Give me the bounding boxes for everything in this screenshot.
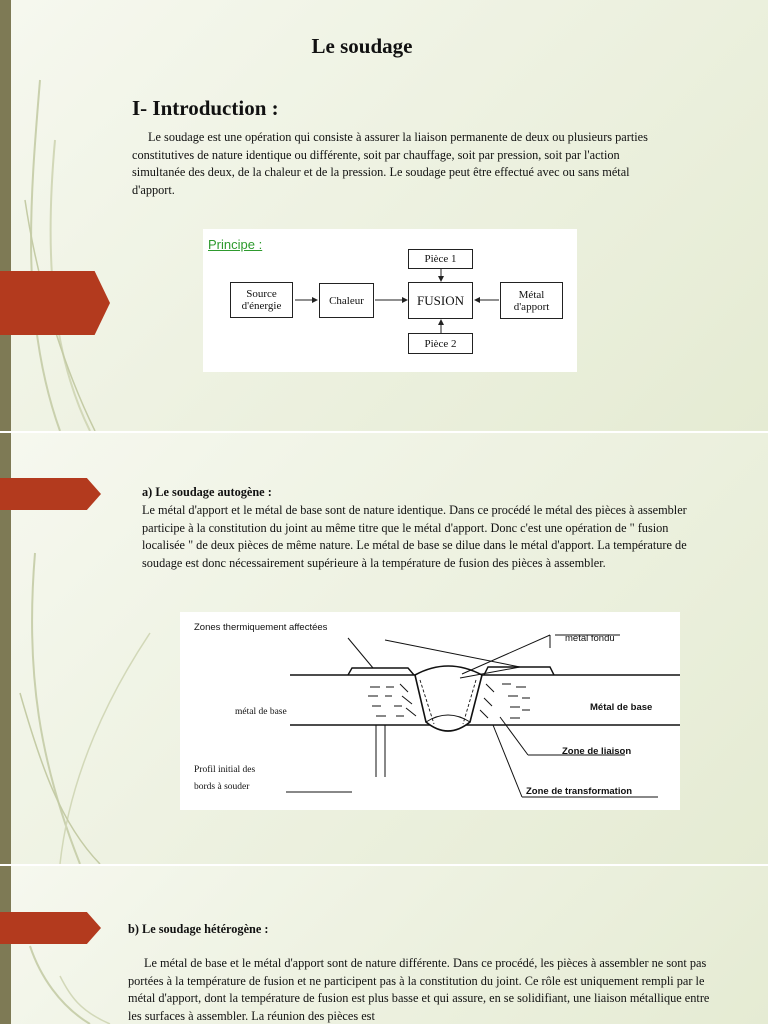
- box-fusion: FUSION: [408, 282, 473, 319]
- intro-paragraph: [132, 129, 662, 199]
- label-metal-fondu: métal fondu: [565, 633, 615, 644]
- page-title: Le soudage: [311, 34, 413, 58]
- accent-arrow-tab: [0, 478, 101, 510]
- label-profil-line2: bords à souder: [194, 782, 250, 792]
- label-metal-base-right: Métal de base: [590, 702, 653, 713]
- metal-line1: Métal: [518, 288, 545, 301]
- box-source-energie: [230, 282, 293, 318]
- accent-arrow-tab: [0, 912, 101, 944]
- autogene-paragraph: Le métal d'apport et le métal de base sont de nature identique. Dans ce procédé le métal des pièces à assembler participe à la constitution du joint au même titre que le métal d'apport. Donc c'est une opération de " fusion localisée " de deux pièces de même nature. Le métal de base se dilue dans le métal d'apport. La température de soudage est donc nécessairement supérieure à la température de fusion des pièces à assembler.: [142, 503, 687, 570]
- slide-edge-bar: [0, 866, 11, 1024]
- slide-introduction: [0, 0, 768, 431]
- weld-cross-section-diagram: [180, 612, 680, 810]
- slide-autogene: [0, 433, 768, 864]
- intro-paragraph-text: Le soudage est une opération qui consiste à assurer la liaison permanente de deux ou plusieurs parties constitutives de nature identique ou différente, soit par chauffage, soit par pression, soit par l'action simultanée des deux, de la chaleur et de la pression. Le soudage peut être effectué avec ou sans métal d'apport.: [132, 130, 648, 197]
- slide-heterogene: [0, 866, 768, 1024]
- label-zone-transformation: Zone de transformation: [526, 786, 633, 797]
- slide-edge-bar: [0, 0, 11, 431]
- box-piece-1: Pièce 1: [408, 249, 473, 269]
- box-chaleur: Chaleur: [319, 283, 374, 318]
- decorative-strands: [0, 0, 140, 431]
- metal-line2: d'apport: [513, 300, 550, 313]
- label-zone-liaison: Zone de liaison: [562, 746, 632, 757]
- section-heading: I- Introduction :: [132, 96, 279, 120]
- label-zat: Zones thermiquement affectées: [194, 622, 328, 633]
- source-line2: d'énergie: [241, 300, 282, 312]
- decorative-strands: [0, 866, 140, 1024]
- box-piece-2: Pièce 2: [408, 333, 473, 354]
- heterogene-paragraph: [128, 955, 726, 1024]
- label-metal-base-left: métal de base: [235, 707, 287, 717]
- heterogene-heading: b) Le soudage hétérogène :: [128, 922, 269, 936]
- box-metal-apport: [500, 282, 563, 319]
- label-profil-line1: Profil initial des: [194, 765, 256, 775]
- autogene-heading: a) Le soudage autogène :: [142, 485, 272, 499]
- accent-arrow-tab: [0, 271, 110, 335]
- principe-label: Principe :: [208, 237, 263, 252]
- heterogene-paragraph-text: Le métal de base et le métal d'apport sont de nature différente. Dans ce procédé, les pièces à assembler ne sont pas portées à la température de fusion et ne participent pas à la constitution du joint. Ce rôle est uniquement rempli par le métal d'apport, dont la température de fusion est plus basse et qui assure, en se solidifiant, une liaison métallique entre les surfaces à assembler. La réunion des pièces est: [128, 956, 710, 1023]
- source-line1: Source: [246, 288, 277, 300]
- principle-diagram: [203, 229, 577, 372]
